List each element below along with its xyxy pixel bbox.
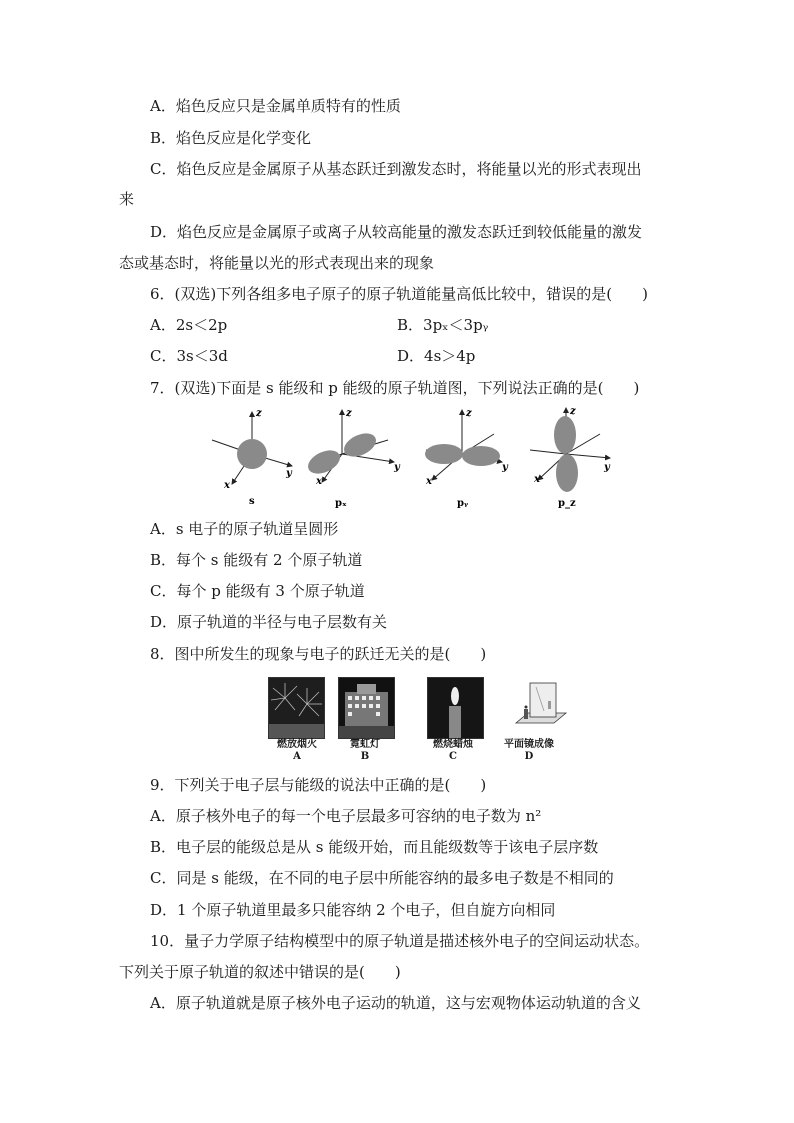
q5-option-d-line1: D．焰色反应是金属原子或离子从较高能量的激发态跃迁到较低能量的激发 <box>150 223 643 241</box>
q6-option-a: A．2s＜2p <box>150 316 228 334</box>
axis-label-y: y <box>286 468 292 479</box>
q6-option-b: B．3pₓ＜3pᵧ <box>397 316 489 334</box>
axis-label-x: x <box>534 474 540 485</box>
q10-option-a: A．原子轨道就是原子核外电子运动的轨道，这与宏观物体运动轨道的含义 <box>150 994 641 1012</box>
axis-label-z: z <box>466 408 472 419</box>
orbital-label-py: pᵧ <box>457 498 469 509</box>
axis-label-y: y <box>502 462 508 473</box>
image-letter-d: D <box>524 751 534 762</box>
q9-option-c: C．同是 s 能级，在不同的电子层中所能容纳的最多电子数是不相同的 <box>150 869 614 887</box>
q5-option-b: B．焰色反应是化学变化 <box>150 129 312 147</box>
image-caption-b: 霓虹灯 <box>350 739 380 750</box>
q5-option-c-line1: C．焰色反应是金属原子从基态跃迁到激发态时，将能量以光的形式表现出 <box>150 160 642 178</box>
q7-stem: 7．(双选)下面是 s 能级和 p 能级的原子轨道图，下列说法正确的是( ) <box>150 379 640 397</box>
neon-light-image <box>338 677 395 739</box>
q9-stem: 9．下列关于电子层与能级的说法中正确的是( ) <box>150 776 487 794</box>
orbital-label-pz: p_z <box>558 498 576 509</box>
plane-mirror-image <box>514 677 569 737</box>
axis-label-z: z <box>346 408 352 419</box>
pz-orbital-figure <box>530 408 610 492</box>
q9-option-a: A．原子核外电子的每一个电子层最多可容纳的电子数为 n² <box>150 807 542 825</box>
axis-label-z: z <box>256 408 262 419</box>
image-letter-b: B <box>360 751 370 762</box>
q7-option-a: A．s 电子的原子轨道呈圆形 <box>150 520 339 538</box>
orbital-label-s: s <box>249 496 255 507</box>
axis-label-x: x <box>224 480 230 491</box>
image-caption-c: 燃烧蜡烛 <box>433 739 473 750</box>
q5-option-c-line2: 来 <box>119 190 135 208</box>
candle-image <box>427 677 484 739</box>
q6-option-c: C．3s＜3d <box>150 347 228 365</box>
image-letter-a: A <box>293 751 301 762</box>
q9-option-d: D．1 个原子轨道里最多只能容纳 2 个电子，但自旋方向相同 <box>150 901 556 919</box>
axis-label-z: z <box>570 406 576 417</box>
py-orbital-figure <box>425 410 502 480</box>
q9-option-b: B．电子层的能级总是从 s 能级开始，而且能级数等于该电子层序数 <box>150 838 599 856</box>
fireworks-image <box>268 677 325 739</box>
q6-option-d: D．4s＞4p <box>397 347 476 365</box>
s-orbital-figure <box>212 412 292 484</box>
q6-stem: 6．(双选)下列各组多电子原子的原子轨道能量高低比较中，错误的是( ) <box>150 285 648 303</box>
q10-stem-line2: 下列关于原子轨道的叙述中错误的是( ) <box>119 963 401 981</box>
q10-stem-line1: 10．量子力学原子结构模型中的原子轨道是描述核外电子的空间运动状态。 <box>150 932 650 950</box>
q7-option-d: D．原子轨道的半径与电子层数有关 <box>150 613 388 631</box>
q8-stem: 8．图中所发生的现象与电子的跃迁无关的是( ) <box>150 645 487 663</box>
axis-label-y: y <box>604 462 610 473</box>
image-caption-d: 平面镜成像 <box>504 739 554 750</box>
axis-label-x: x <box>316 476 322 487</box>
q5-option-d-line2: 态或基态时，将能量以光的形式表现出来的现象 <box>119 254 435 272</box>
q7-option-c: C．每个 p 能级有 3 个原子轨道 <box>150 582 365 600</box>
image-letter-c: C <box>449 751 457 762</box>
q7-option-b: B．每个 s 能级有 2 个原子轨道 <box>150 551 363 569</box>
orbital-diagram <box>200 404 620 514</box>
axis-label-y: y <box>394 462 400 473</box>
axis-label-x: x <box>426 476 432 487</box>
px-orbital-figure <box>304 410 394 482</box>
q5-option-a: A．焰色反应只是金属单质特有的性质 <box>150 97 401 115</box>
orbital-label-px: pₓ <box>335 498 347 509</box>
image-caption-a: 燃放烟火 <box>277 739 317 750</box>
